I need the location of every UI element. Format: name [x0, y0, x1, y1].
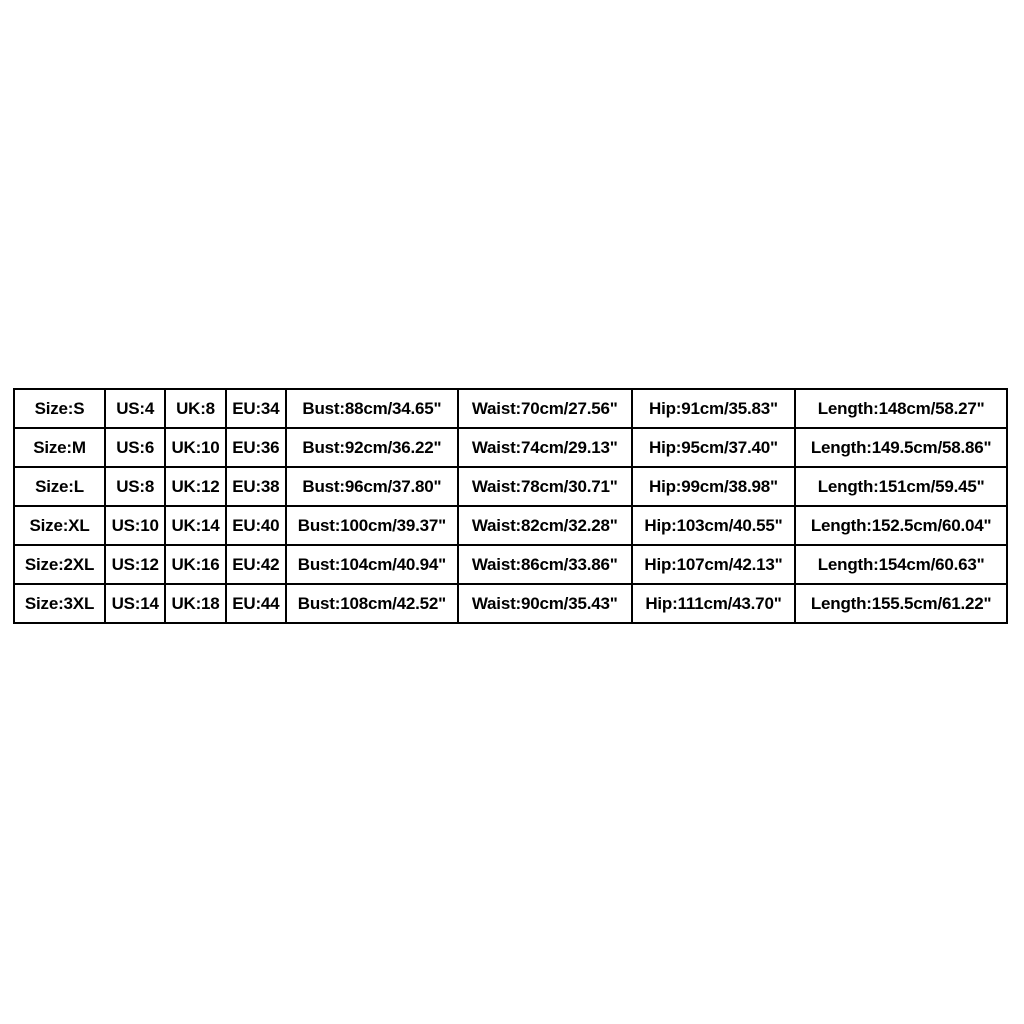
- us-size-cell: US:4: [105, 389, 165, 428]
- eu-size-cell: EU:34: [226, 389, 286, 428]
- waist-cell: Waist:86cm/33.86": [458, 545, 632, 584]
- length-cell: Length:151cm/59.45": [795, 467, 1007, 506]
- uk-size-cell: UK:18: [165, 584, 225, 623]
- bust-cell: Bust:100cm/39.37": [286, 506, 458, 545]
- us-size-cell: US:14: [105, 584, 165, 623]
- uk-size-cell: UK:14: [165, 506, 225, 545]
- uk-size-cell: UK:12: [165, 467, 225, 506]
- length-cell: Length:148cm/58.27": [795, 389, 1007, 428]
- size-cell: Size:3XL: [14, 584, 105, 623]
- table-row: [14, 467, 1007, 506]
- hip-cell: Hip:111cm/43.70": [632, 584, 796, 623]
- length-cell: Length:155.5cm/61.22": [795, 584, 1007, 623]
- us-size-cell: US:8: [105, 467, 165, 506]
- bust-cell: Bust:88cm/34.65": [286, 389, 458, 428]
- table-row: [14, 428, 1007, 467]
- uk-size-cell: UK:8: [165, 389, 225, 428]
- waist-cell: Waist:74cm/29.13": [458, 428, 632, 467]
- eu-size-cell: EU:42: [226, 545, 286, 584]
- waist-cell: Waist:82cm/32.28": [458, 506, 632, 545]
- size-cell: Size:XL: [14, 506, 105, 545]
- table-row: [14, 584, 1007, 623]
- bust-cell: Bust:96cm/37.80": [286, 467, 458, 506]
- bust-cell: Bust:108cm/42.52": [286, 584, 458, 623]
- size-chart-body: [14, 389, 1007, 623]
- size-chart-table: [13, 388, 1008, 624]
- hip-cell: Hip:95cm/37.40": [632, 428, 796, 467]
- hip-cell: Hip:91cm/35.83": [632, 389, 796, 428]
- waist-cell: Waist:90cm/35.43": [458, 584, 632, 623]
- uk-size-cell: UK:10: [165, 428, 225, 467]
- table-row: [14, 506, 1007, 545]
- bust-cell: Bust:92cm/36.22": [286, 428, 458, 467]
- uk-size-cell: UK:16: [165, 545, 225, 584]
- hip-cell: Hip:99cm/38.98": [632, 467, 796, 506]
- eu-size-cell: EU:44: [226, 584, 286, 623]
- us-size-cell: US:6: [105, 428, 165, 467]
- size-cell: Size:2XL: [14, 545, 105, 584]
- table-row: [14, 545, 1007, 584]
- waist-cell: Waist:78cm/30.71": [458, 467, 632, 506]
- length-cell: Length:154cm/60.63": [795, 545, 1007, 584]
- bust-cell: Bust:104cm/40.94": [286, 545, 458, 584]
- table-row: [14, 389, 1007, 428]
- us-size-cell: US:10: [105, 506, 165, 545]
- eu-size-cell: EU:36: [226, 428, 286, 467]
- eu-size-cell: EU:38: [226, 467, 286, 506]
- length-cell: Length:152.5cm/60.04": [795, 506, 1007, 545]
- hip-cell: Hip:103cm/40.55": [632, 506, 796, 545]
- length-cell: Length:149.5cm/58.86": [795, 428, 1007, 467]
- us-size-cell: US:12: [105, 545, 165, 584]
- size-cell: Size:S: [14, 389, 105, 428]
- waist-cell: Waist:70cm/27.56": [458, 389, 632, 428]
- eu-size-cell: EU:40: [226, 506, 286, 545]
- size-cell: Size:L: [14, 467, 105, 506]
- size-cell: Size:M: [14, 428, 105, 467]
- hip-cell: Hip:107cm/42.13": [632, 545, 796, 584]
